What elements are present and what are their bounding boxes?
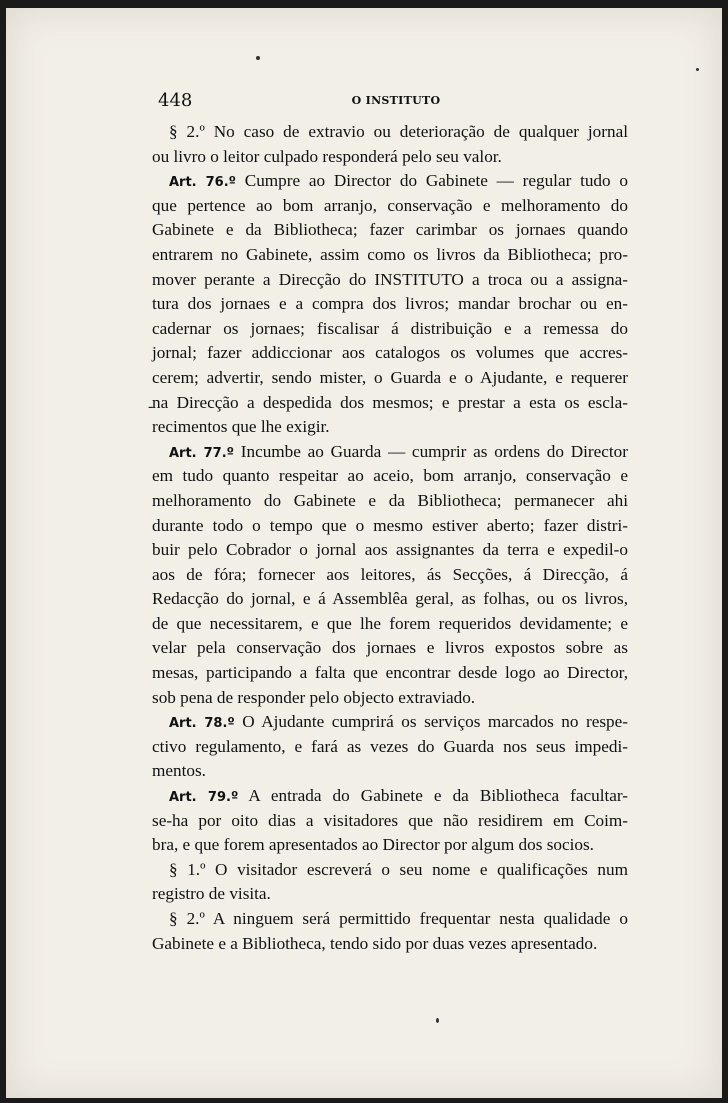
line-text: Redacção do jornal, e á Assemblêa geral, as folhas, ou os livros, [152,589,628,609]
text-line [152,194,628,219]
text-line [152,932,628,957]
line-text: tura dos jornaes e a compra dos livros; mandar brochar ou en- [152,294,628,314]
line-text: Gabinete e da Bibliotheca; fazer carimbar os jornaes quando [152,220,628,240]
line-text: de que necessitarem, e que lhe forem requeridos devidamente; e [152,613,628,633]
line-text: na Direcção a despedida dos mesmos; e prestar a esta os escla- [152,392,628,412]
text-line [152,464,628,489]
line-text: aos de fóra; fornecer aos leitores, ás Secções, á Direcção, á [152,564,628,584]
text-line [152,218,628,243]
line-text: Gabinete e a Bibliotheca, tendo sido por duas vezes apresentado. [152,933,598,953]
body-text [152,120,628,956]
line-text: mentos. [152,761,206,781]
line-text: ctivo regulamento, e fará as vezes do Guarda nos seus impedi- [152,736,628,756]
text-line [152,120,628,145]
line-text: mesas, participando a falta que encontrar desde logo ao Director, [152,663,628,683]
paper-speck [436,1018,439,1023]
article-label: Art. 77.º [169,445,234,461]
line-text: § 1.º O visitador escreverá o seu nome e qualificações num [169,859,628,879]
line-text: cadernar os jornaes; fiscalisar á distribuição e a remessa do [152,318,628,338]
text-line [152,759,628,784]
text-line [152,440,628,465]
text-line [152,563,628,588]
line-text: velar pela conservação dos jornaes e livros expostos sobre as [152,638,628,658]
article-label: Art. 76.º [169,175,236,191]
text-line [152,686,628,711]
text-line [152,833,628,858]
text-line [152,784,628,809]
line-text: se-ha por oito dias a visitadores que não residirem em Coim- [152,810,628,830]
page-header [158,90,634,116]
text-line [152,341,628,366]
text-line [152,858,628,883]
line-text: cerem; advertir, sendo mister, o Guarda e o Ajudante, e requerer [152,367,628,387]
line-text: que pertence ao bom arranjo, conservação e melhoramento do [152,195,628,215]
running-title: O INSTITUTO [351,94,441,107]
text-line [152,169,628,194]
text-line [152,710,628,735]
paper-speck [696,68,699,71]
line-text: entrarem no Gabinete, assim como os livros da Bibliotheca; pro- [152,244,628,264]
line-text: buir pelo Cobrador o jornal aos assignantes da terra e expedil-o [152,540,628,560]
text-line [152,636,628,661]
page-number: 448 [158,90,193,111]
line-text: melhoramento do Gabinete e da Bibliotheca; permanecer ahi [152,490,628,510]
line-text: Cumpre ao Director do Gabinete — regular tudo o [235,171,628,191]
line-text: jornal; fazer addiccionar aos catalogos os volumes que accres- [152,343,628,363]
line-text: sob pena de responder pelo objecto extraviado. [152,687,476,707]
text-line [152,317,628,342]
text-line [152,587,628,612]
text-line [152,661,628,686]
text-line [152,268,628,293]
text-line [152,292,628,317]
line-text: § 2.º No caso de extravio ou deterioração de qualquer jornal [169,122,628,141]
text-line [152,735,628,760]
text-line [152,366,628,391]
text-line [152,391,628,416]
text-line [152,514,628,539]
paper-speck [256,56,260,60]
line-text: em tudo quanto respeitar ao aceio, bom arranjo, conservação e [152,466,628,486]
text-line [152,145,628,170]
article-label: Art. 79.º [169,790,239,806]
line-text: O Ajudante cumprirá os serviços marcados no respe- [234,712,628,732]
line-text: mover perante a Direcção do INSTITUTO a troca ou a assigna- [152,269,628,289]
line-text: A entrada do Gabinete e da Bibliotheca facultar- [238,786,629,806]
line-text: registro de visita. [152,884,271,904]
line-text: recimentos que lhe exigir. [152,417,330,437]
line-text: Incumbe ao Guarda — cumprir as ordens do Director [233,441,628,461]
line-text: durante todo o tempo que o mesmo estiver aberto; fazer distri- [152,515,628,535]
text-line [152,489,628,514]
text-line [152,415,628,440]
margin-mark: - [148,398,154,415]
text-line [152,243,628,268]
text-line [152,907,628,932]
line-text: ou livro o leitor culpado responderá pelo seu valor. [152,146,502,166]
text-line [152,882,628,907]
text-line [152,538,628,563]
text-line [152,809,628,834]
line-text: bra, e que forem apresentados ao Director por algum dos socios. [152,835,594,855]
line-text: § 2.º A ninguem será permittido frequentar nesta qualidade o [169,909,628,928]
article-label: Art. 78.º [169,716,235,732]
text-line [152,612,628,637]
